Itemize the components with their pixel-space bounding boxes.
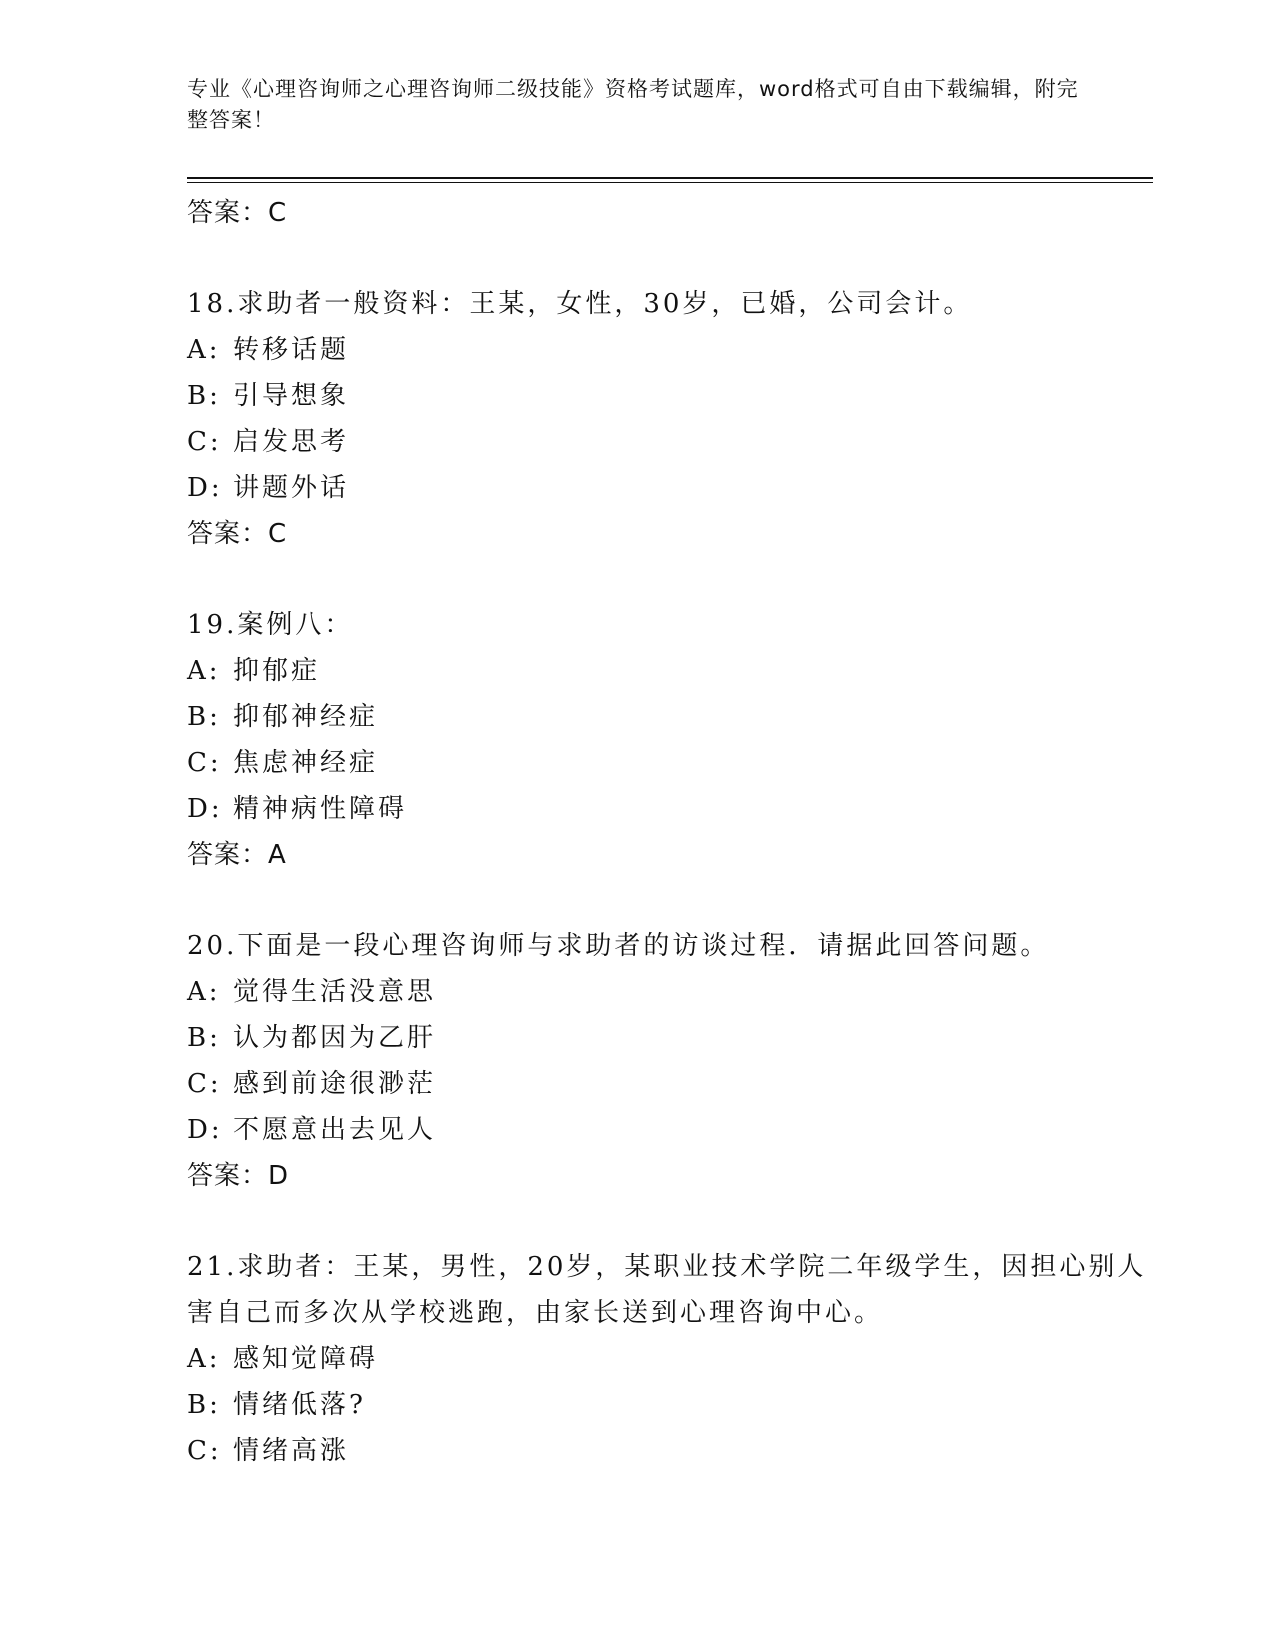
option-b xyxy=(187,1015,1153,1061)
option-text: 认为都因为乙肝 xyxy=(233,1023,437,1053)
option-b xyxy=(187,373,1153,419)
option-text: 情绪高涨 xyxy=(233,1436,350,1466)
document-header: 专业《心理咨询师之心理咨询师二级技能》资格考试题库，word格式可自由下载编辑，附完整答案！ xyxy=(187,77,1079,132)
option-d xyxy=(187,1107,1153,1153)
option-letter: A: xyxy=(187,1344,221,1374)
option-b xyxy=(187,1382,1153,1428)
option-text: 讲题外话 xyxy=(233,473,350,503)
option-letter: B: xyxy=(187,702,221,732)
option-a xyxy=(187,1336,1153,1382)
option-c xyxy=(187,419,1153,465)
question-stem: 21.求助者：王某，男性，20岁，某职业技术学院二年级学生，因担心别人害自己而多次从学校逃跑，由家长送到心理咨询中心。 xyxy=(187,1252,1147,1328)
question-stem: 20.下面是一段心理咨询师与求助者的访谈过程．请据此回答问题。 xyxy=(187,931,1050,961)
option-c xyxy=(187,1061,1153,1107)
option-d xyxy=(187,786,1153,832)
option-text: 启发思考 xyxy=(233,427,350,457)
option-a xyxy=(187,327,1153,373)
option-letter: D: xyxy=(187,473,223,503)
answer-line: 答案：A xyxy=(187,840,287,870)
option-text: 觉得生活没意思 xyxy=(233,977,437,1007)
header-divider-thin xyxy=(187,182,1153,183)
option-c xyxy=(187,740,1153,786)
option-text: 引导想象 xyxy=(233,381,350,411)
option-letter: C: xyxy=(187,1436,222,1466)
option-letter: C: xyxy=(187,427,222,457)
option-b xyxy=(187,694,1153,740)
option-text: 感知觉障碍 xyxy=(233,1344,379,1374)
option-text: 精神病性障碍 xyxy=(233,794,408,824)
option-a xyxy=(187,648,1153,694)
option-letter: B: xyxy=(187,1390,221,1420)
option-text: 情绪低落? xyxy=(233,1390,366,1420)
option-letter: C: xyxy=(187,748,222,778)
option-letter: A: xyxy=(187,977,221,1007)
header-divider-thick xyxy=(187,177,1153,179)
answer-line: 答案：C xyxy=(187,198,288,228)
option-letter: B: xyxy=(187,1023,221,1053)
option-text: 不愿意出去见人 xyxy=(233,1115,437,1145)
option-d xyxy=(187,465,1153,511)
option-letter: C: xyxy=(187,1069,222,1099)
option-letter: D: xyxy=(187,1115,223,1145)
question-stem: 18.求助者一般资料：王某，女性，30岁，已婚，公司会计。 xyxy=(187,289,973,319)
option-letter: D: xyxy=(187,794,223,824)
option-letter: A: xyxy=(187,656,221,686)
option-text: 转移话题 xyxy=(233,335,350,365)
option-c xyxy=(187,1428,1153,1474)
question-list xyxy=(187,190,1153,1474)
option-text: 焦虑神经症 xyxy=(233,748,379,778)
option-text: 抑郁神经症 xyxy=(233,702,379,732)
answer-line: 答案：D xyxy=(187,1161,290,1191)
question-stem: 19.案例八： xyxy=(187,610,354,640)
answer-line: 答案：C xyxy=(187,519,288,549)
option-text: 抑郁症 xyxy=(233,656,321,686)
option-letter: A: xyxy=(187,335,221,365)
option-a xyxy=(187,969,1153,1015)
option-text: 感到前途很渺茫 xyxy=(233,1069,437,1099)
option-letter: B: xyxy=(187,381,221,411)
